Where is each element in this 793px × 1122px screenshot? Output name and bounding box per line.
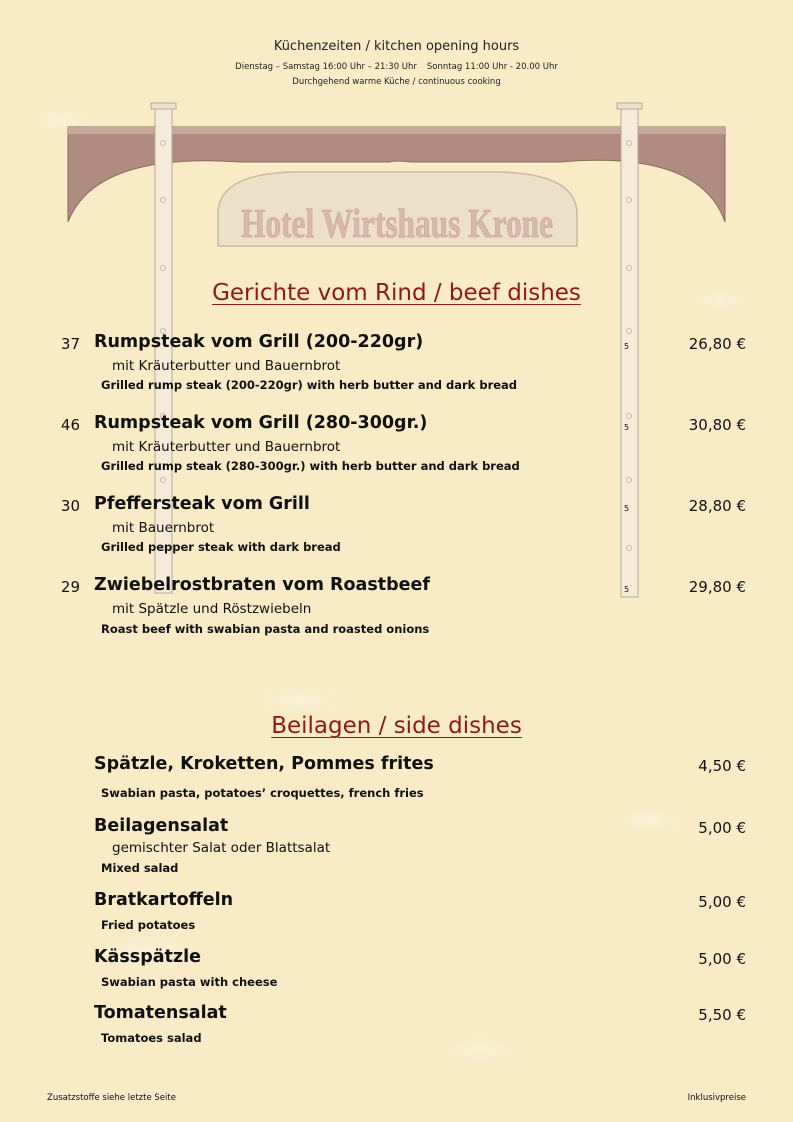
sides-section-title: Beilagen / side dishes	[271, 713, 522, 739]
dish-description: mit Bauernbrot	[112, 520, 215, 536]
dish-name: Zwiebelrostbraten vom Roastbeef	[94, 575, 431, 595]
side-price: 4,50 €	[698, 757, 746, 775]
dish-price: 29,80 €	[688, 578, 746, 596]
side-english: Swabian pasta, potatoes’ croquettes, french fries	[101, 786, 424, 800]
side-name: Beilagensalat	[94, 816, 229, 836]
side-name: Spätzle, Kroketten, Pommes frites	[94, 754, 434, 774]
side-name: Kässpätzle	[94, 947, 201, 967]
footer-inclusive-prices: Inklusivpreise	[687, 1093, 746, 1103]
additive-marker: 5	[624, 423, 630, 432]
additive-marker: 5	[624, 504, 630, 513]
dish-description: mit Spätzle und Röstzwiebeln	[112, 601, 312, 617]
continuous-cooking-note: Durchgehend warme Küche / continuous cooking	[292, 77, 501, 87]
side-english: Mixed salad	[101, 861, 179, 875]
side-price: 5,00 €	[698, 819, 746, 837]
side-english: Swabian pasta with cheese	[101, 975, 278, 989]
dish-english: Grilled rump steak (280-300gr.) with herb butter and dark bread	[101, 459, 520, 473]
additive-marker: 5	[624, 585, 630, 594]
additive-marker: 5	[624, 342, 630, 351]
dish-number: 46	[60, 416, 80, 434]
side-price: 5,50 €	[698, 1006, 746, 1024]
dish-english: Grilled rump steak (200-220gr) with herb butter and dark bread	[101, 378, 518, 392]
side-name: Bratkartoffeln	[94, 890, 234, 910]
dish-number: 29	[60, 578, 80, 596]
dish-name: Rumpsteak vom Grill (200-220gr)	[94, 332, 424, 352]
footer-additives-note: Zusatzstoffe siehe letzte Seite	[47, 1093, 176, 1103]
dish-number: 30	[60, 497, 80, 515]
dish-description: mit Kräuterbutter und Bauernbrot	[112, 358, 341, 374]
dish-english: Grilled pepper steak with dark bread	[101, 540, 341, 554]
hotel-name-text: Hotel Wirtshaus Krone	[241, 200, 553, 246]
side-price: 5,00 €	[698, 893, 746, 911]
dish-name: Pfeffersteak vom Grill	[94, 494, 310, 514]
dish-english: Roast beef with swabian pasta and roasted onions	[101, 622, 430, 636]
dish-price: 30,80 €	[688, 416, 746, 434]
dish-number: 37	[60, 335, 80, 353]
dish-price: 26,80 €	[688, 335, 746, 353]
side-price: 5,00 €	[698, 950, 746, 968]
side-english: Tomatoes salad	[101, 1031, 202, 1045]
hours-weekday: Dienstag – Samstag 16:00 Uhr – 21:30 Uhr	[235, 62, 417, 72]
side-name: Tomatensalat	[94, 1003, 227, 1023]
hours-sunday: Sonntag 11:00 Uhr - 20.00 Uhr	[426, 62, 558, 72]
dish-price: 28,80 €	[688, 497, 746, 515]
side-description: gemischter Salat oder Blattsalat	[112, 840, 331, 856]
kitchen-hours-title: Küchenzeiten / kitchen opening hours	[273, 39, 520, 54]
dish-description: mit Kräuterbutter und Bauernbrot	[112, 439, 341, 455]
side-english: Fried potatoes	[101, 918, 196, 932]
beef-section-title: Gerichte vom Rind / beef dishes	[212, 280, 581, 306]
dish-name: Rumpsteak vom Grill (280-300gr.)	[94, 413, 428, 433]
